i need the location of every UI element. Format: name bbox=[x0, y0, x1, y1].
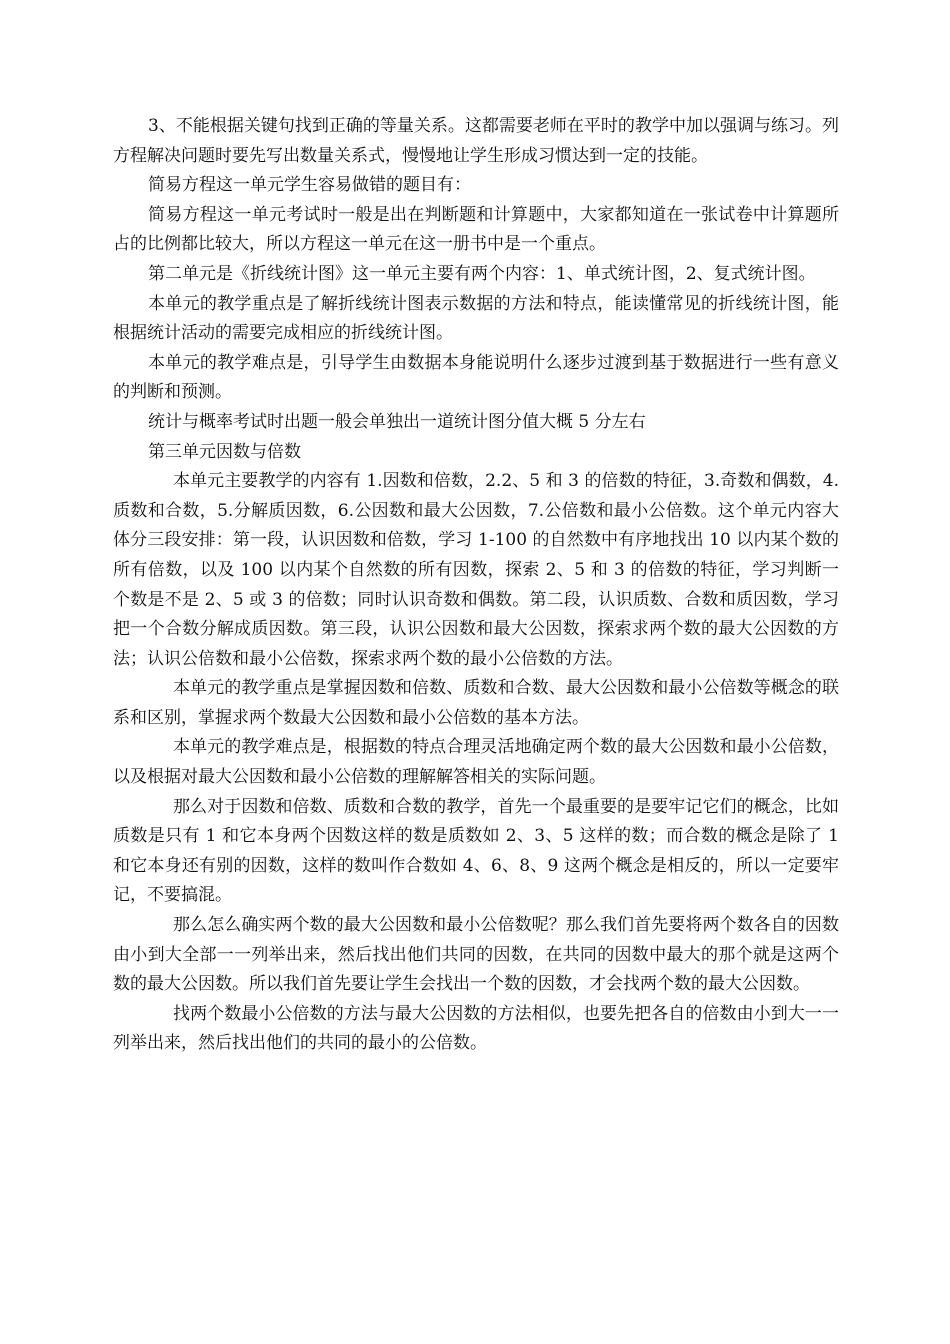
paragraph-unit2-intro: 第二单元是《折线统计图》这一单元主要有两个内容：1、单式统计图，2、复式统计图。 bbox=[148, 263, 816, 284]
paragraph-unit3-key-points: 本单元的教学重点是掌握因数和倍数、质数和合数、最大公因数和最小公倍数等概念的联系和区别，掌握求两个数最大公因数和最小公倍数的基本方法。 bbox=[113, 678, 839, 728]
paragraph-unit3-content: 本单元主要教学的内容有 1.因数和倍数，2.2、5 和 3 的倍数的特征，3.奇数和偶数，4.质数和合数，5.分解质因数，6.公因数和最大公因数，7.公倍数和最小公倍数。这个单元内容大体分三段安排：第一段，认识因数和倍数，学习 1-100 的自然数中有序地找出 10 以内某个数的所有倍数，以及 100 以内某个自然数的所有因数，探索 2、5 和 3 的倍数的特征，学习判断一个数是不是 2、5 或 3 的倍数；同时认识奇数和偶数。第二段，认识质数、合数和质因数，学习把一个合数分解成质因数。第三段，认识公因数和最大公因数，探索求两个数的最大公因数的方法；认识公倍数和最小公倍数，探索求两个数的最小公倍数的方法。 bbox=[113, 471, 839, 669]
paragraph-gcd-method: 那么怎么确实两个数的最大公因数和最小公倍数呢？那么我们首先要将两个数各自的因数由小到大全部一一列举出来，然后找出他们共同的因数，在共同的因数中最大的那个就是这两个数的最大公因数。所以我们首先要让学生会找出一个数的因数，才会找两个数的最大公因数。 bbox=[113, 915, 839, 995]
paragraph-lcm-method: 找两个数最小公倍数的方法与最大公因数的方法相似，也要先把各自的倍数由小到大一一列举出来，然后找出他们的共同的最小的公倍数。 bbox=[113, 1003, 839, 1054]
paragraph-equation-exam: 简易方程这一单元考试时一般是出在判断题和计算题中，大家都知道在一张试卷中计算题所占的比例都比较大，所以方程这一单元在这一册书中是一个重点。 bbox=[113, 204, 839, 255]
paragraph-equation-mistakes-heading: 简易方程这一单元学生容易做错的题目有： bbox=[148, 175, 471, 196]
paragraph-unit3-difficulties: 本单元的教学难点是，根据数的特点合理灵活地确定两个数的最大公因数和最小公倍数，以及根据对最大公因数和最小公倍数的理解解答相关的实际问题。 bbox=[113, 737, 839, 788]
paragraph-statistics-exam: 统计与概率考试时出题一般会单独出一道统计图分值大概 5 分左右 bbox=[148, 411, 646, 432]
paragraph-prime-composite: 那么对于因数和倍数、质数和合数的教学，首先一个最重要的是要牢记它们的概念，比如质数是只有 1 和它本身两个因数这样的数是质数如 2、3、5 这样的数；而合数的概念是除了 1 和它本身还有别的因数，这样的数叫作合数如 4、6、8、9 这两个概念是相反的，所以一定要牢记，不要搞混。 bbox=[113, 796, 839, 906]
paragraph-unit2-difficulties: 本单元的教学难点是，引导学生由数据本身能说明什么逐步过渡到基于数据进行一些有意义的判断和预测。 bbox=[113, 352, 839, 403]
paragraph-equation-errors: 3、不能根据关键句找到正确的等量关系。这都需要老师在平时的教学中加以强调与练习。列方程解决问题时要先写出数量关系式，慢慢地让学生形成习惯达到一定的技能。 bbox=[113, 116, 839, 166]
paragraph-unit2-key-points: 本单元的教学重点是了解折线统计图表示数据的方法和特点，能读懂常见的折线统计图，能根据统计活动的需要完成相应的折线统计图。 bbox=[113, 293, 839, 344]
document-body bbox=[113, 112, 839, 1059]
paragraph-unit3-heading: 第三单元因数与倍数 bbox=[148, 441, 301, 462]
